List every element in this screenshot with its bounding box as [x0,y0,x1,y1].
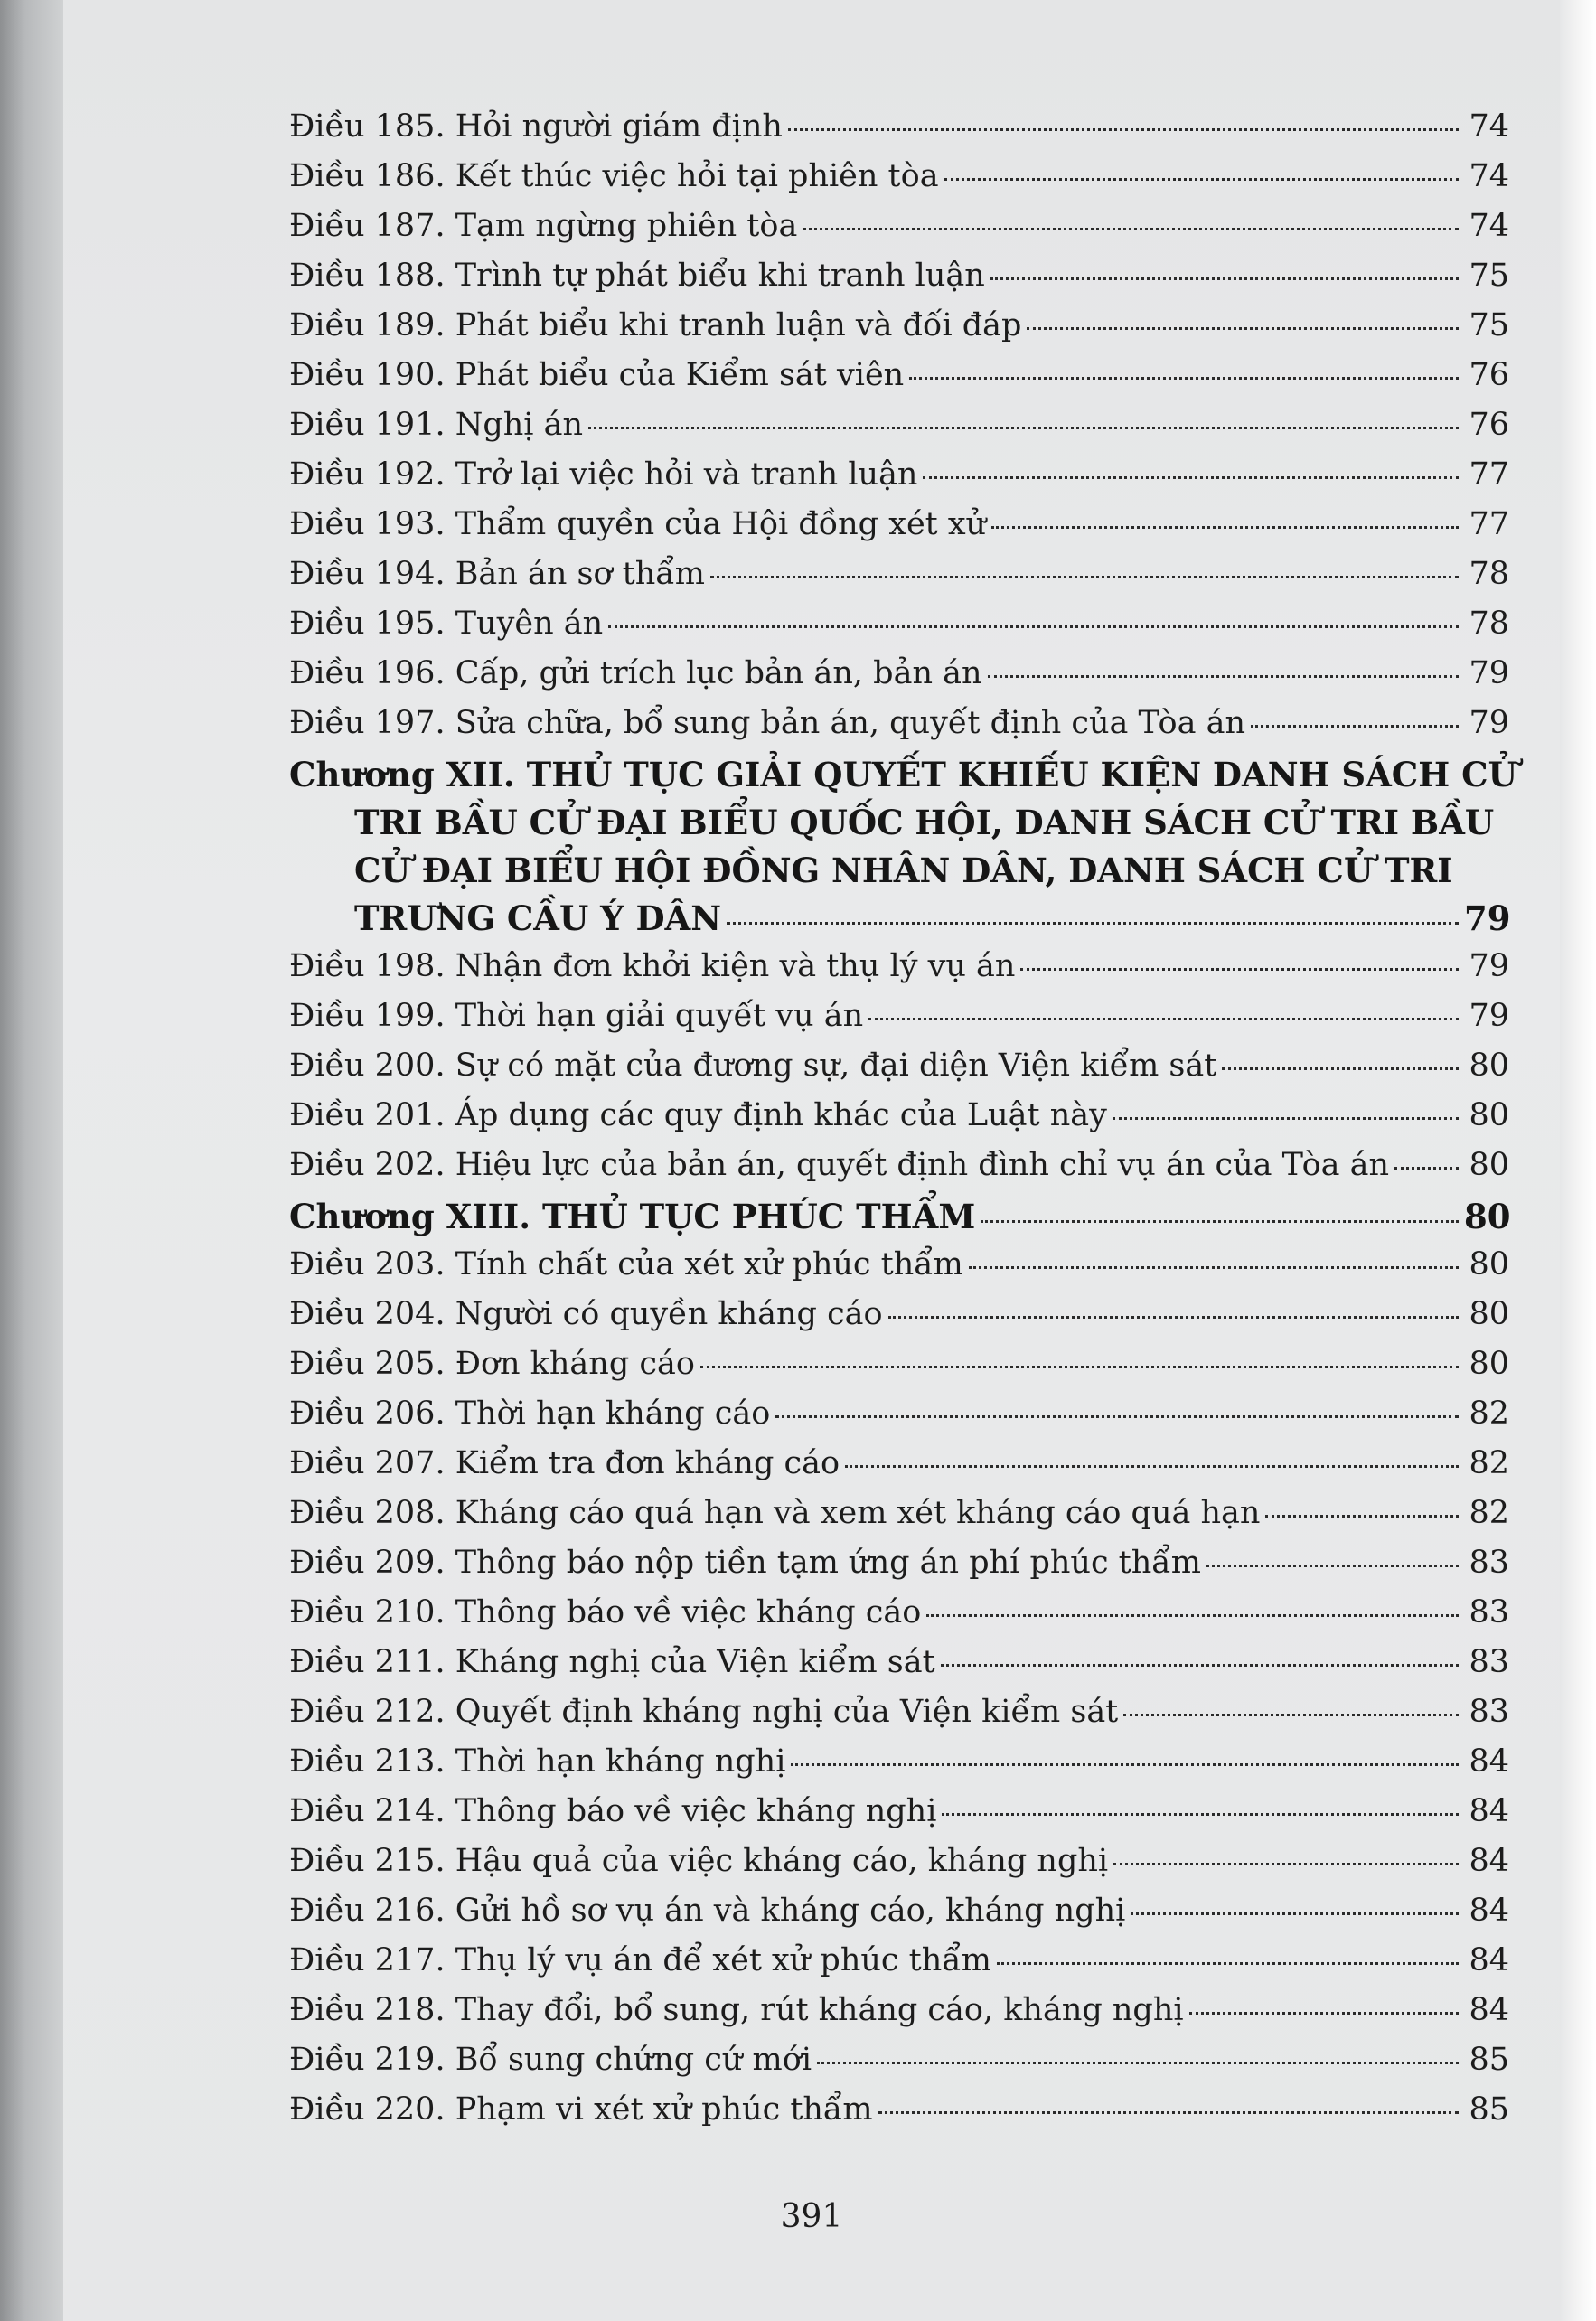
toc-entry [289,158,1509,208]
leader-dots [1206,1565,1459,1567]
toc-entry-page: 83 [1469,1594,1509,1630]
toc-entry-page: 80 [1469,1246,1509,1283]
toc-entry-page: 76 [1469,407,1509,443]
leader-dots [791,1763,1459,1766]
toc-entry [289,1594,1509,1644]
toc-entry-title: Điều 191. Nghị án [289,407,583,443]
toc-entry [289,1743,1509,1793]
toc-entry [289,1843,1509,1893]
toc-entry-page: 84 [1469,1992,1509,2028]
toc-entry-title: Điều 212. Quyết định kháng nghị của Viện kiểm sát [289,1694,1119,1730]
toc-entry-title: Điều 187. Tạm ngừng phiên tòa [289,208,798,244]
leader-dots [1251,725,1459,728]
toc-entry [289,1942,1509,1992]
toc-entry [289,948,1509,998]
chapter-xiii-title: Chương XIII. THỦ TỤC PHÚC THẨM [289,1197,976,1236]
toc-entry [289,506,1509,556]
toc-entry [289,1048,1509,1097]
leader-dots [1123,1714,1459,1716]
toc-entry-title: Điều 186. Kết thúc việc hỏi tại phiên tòa [289,158,939,194]
toc-entry-title: Điều 193. Thẩm quyền của Hội đồng xét xử [289,506,987,542]
toc-list-chapter-xii [289,948,1509,1197]
toc-entry-page: 85 [1469,2091,1509,2128]
chapter-xiii-page: 80 [1464,1197,1511,1236]
toc-entry [289,1495,1509,1545]
leader-dots [608,625,1459,628]
toc-entry-page: 83 [1469,1545,1509,1581]
toc-entry [289,1395,1509,1445]
toc-entry-title: Điều 190. Phát biểu của Kiểm sát viên [289,357,905,393]
toc-entry-title: Điều 189. Phát biểu khi tranh luận và đối đáp [289,307,1022,343]
toc-entry-page: 84 [1469,1793,1509,1829]
toc-entry-title: Điều 200. Sự có mặt của đương sự, đại diện Viện kiểm sát [289,1048,1217,1084]
toc-entry-title: Điều 206. Thời hạn kháng cáo [289,1395,771,1432]
toc-entry-title: Điều 213. Thời hạn kháng nghị [289,1743,786,1780]
toc-entry [289,357,1509,407]
leader-dots [1020,968,1459,971]
leader-dots [1131,1912,1459,1915]
chapter-xiii-heading [289,1197,1509,1246]
toc-entry-page: 83 [1469,1644,1509,1680]
toc-entry-page: 75 [1469,307,1509,343]
toc-entry-page: 75 [1469,258,1509,294]
toc-entry [289,2042,1509,2091]
toc-entry-title: Điều 205. Đơn kháng cáo [289,1346,695,1382]
toc-entry-page: 79 [1469,998,1509,1034]
toc-entry-title: Điều 214. Thông báo về việc kháng nghị [289,1793,937,1829]
toc-entry [289,1097,1509,1147]
leader-dots [1222,1067,1459,1070]
toc-entry [289,208,1509,258]
leader-dots [923,476,1459,479]
toc-entry-page: 84 [1469,1843,1509,1879]
toc-entry-title: Điều 210. Thông báo về việc kháng cáo [289,1594,922,1630]
toc-list-chapter-xi [289,108,1509,755]
toc-entry [289,407,1509,456]
toc-entry-title: Điều 192. Trở lại việc hỏi và tranh luận [289,456,918,493]
toc-entry [289,1992,1509,2042]
toc-entry-page: 74 [1469,108,1509,145]
toc-entry-title: Điều 188. Trình tự phát biểu khi tranh luận [289,258,985,294]
leader-dots [1113,1117,1459,1120]
toc-entry-page: 79 [1469,655,1509,691]
toc-entry [289,1296,1509,1346]
leader-dots [1189,2012,1459,2015]
chapter-xii-line-1: Chương XII. THỦ TỤC GIẢI QUYẾT KHIẾU KIỆN DANH SÁCH CỬ [289,755,1517,794]
toc-entry-title: Điều 202. Hiệu lực của bản án, quyết định đình chỉ vụ án của Tòa án [289,1147,1390,1183]
toc-list-chapter-xiii [289,1246,1509,2141]
leader-dots [700,1366,1459,1368]
leader-dots [1113,1863,1459,1865]
toc-entry-page: 82 [1469,1495,1509,1531]
toc-entry [289,1246,1509,1296]
leader-dots [588,427,1459,429]
leader-dots [988,675,1459,678]
toc-entry-page: 83 [1469,1694,1509,1730]
toc-entry-title: Điều 201. Áp dụng các quy định khác của Luật này [289,1097,1107,1133]
toc-entry [289,2091,1509,2141]
toc-entry-title: Điều 220. Phạm vi xét xử phúc thẩm [289,2091,873,2128]
chapter-xii-line-2: TRI BẦU CỬ ĐẠI BIỂU QUỐC HỘI, DANH SÁCH CỬ TRI BẦU [354,803,1495,842]
toc-entry-title: Điều 217. Thụ lý vụ án để xét xử phúc thẩm [289,1942,991,1978]
leader-dots [942,1813,1459,1816]
leader-dots [909,377,1459,380]
leader-dots [969,1266,1459,1269]
chapter-xii-line-4-text: TRƯNG CẦU Ý DÂN [354,898,722,938]
toc-entry-title: Điều 208. Kháng cáo quá hạn và xem xét kháng cáo quá hạn [289,1495,1261,1531]
toc-entry-title: Điều 203. Tính chất của xét xử phúc thẩm [289,1246,963,1283]
leader-dots [1027,327,1459,330]
leader-dots [710,576,1459,578]
toc-entry [289,1545,1509,1594]
leader-dots [788,128,1459,131]
leader-dots [990,277,1459,280]
toc-entry-title: Điều 215. Hậu quả của việc kháng cáo, kháng nghị [289,1843,1109,1879]
chapter-xii-heading [289,755,1517,948]
toc-entry-page: 80 [1469,1048,1509,1084]
leader-dots [817,2062,1459,2064]
chapter-xii-page: 79 [1464,898,1511,938]
toc-entry-title: Điều 204. Người có quyền kháng cáo [289,1296,883,1332]
leader-dots [878,2111,1459,2114]
toc-entry-title: Điều 198. Nhận đơn khởi kiện và thụ lý vụ án [289,948,1016,984]
toc-entry [289,1346,1509,1395]
toc-entry [289,1893,1509,1942]
toc-entry-title: Điều 211. Kháng nghị của Viện kiểm sát [289,1644,935,1680]
leader-dots [775,1415,1459,1418]
toc-entry-title: Điều 216. Gửi hồ sơ vụ án và kháng cáo, kháng nghị [289,1893,1126,1929]
toc-entry-title: Điều 185. Hỏi người giám định [289,108,783,145]
toc-entry [289,1147,1509,1197]
toc-entry-title: Điều 218. Thay đổi, bổ sung, rút kháng cáo, kháng nghị [289,1992,1184,2028]
toc-entry [289,556,1509,606]
toc-entry-page: 80 [1469,1296,1509,1332]
toc-entry [289,606,1509,655]
book-spine-shadow [0,0,63,2321]
toc-entry-page: 74 [1469,158,1509,194]
toc-entry-title: Điều 199. Thời hạn giải quyết vụ án [289,998,864,1034]
toc-entry-page: 78 [1469,556,1509,592]
toc-entry-title: Điều 194. Bản án sơ thẩm [289,556,705,592]
leader-dots [997,1962,1459,1965]
toc-entry [289,258,1509,307]
toc-entry [289,998,1509,1048]
toc-entry [289,1694,1509,1743]
toc-entry-title: Điều 209. Thông báo nộp tiền tạm ứng án phí phúc thẩm [289,1545,1201,1581]
toc-entry [289,108,1509,158]
leader-dots [944,178,1459,181]
toc-entry-page: 84 [1469,1743,1509,1780]
page-number: 391 [780,2198,843,2235]
leader-dots [926,1614,1459,1617]
toc-entry [289,655,1509,705]
leader-dots [981,1220,1459,1223]
page-edge [1560,0,1596,2321]
toc-entry-page: 80 [1469,1346,1509,1382]
toc-entry-title: Điều 197. Sửa chữa, bổ sung bản án, quyết định của Tòa án [289,705,1245,741]
toc-entry-page: 77 [1469,456,1509,493]
chapter-xii-line-4 [289,898,1509,948]
toc-entry [289,456,1509,506]
toc-entry-page: 82 [1469,1395,1509,1432]
toc-entry [289,1445,1509,1495]
toc-entry-page: 78 [1469,606,1509,642]
toc-entry-page: 74 [1469,208,1509,244]
toc-entry-page: 76 [1469,357,1509,393]
toc-entry [289,307,1509,357]
toc-entry-page: 80 [1469,1147,1509,1183]
toc-entry-page: 85 [1469,2042,1509,2078]
toc-entry-title: Điều 196. Cấp, gửi trích lục bản án, bản án [289,655,982,691]
toc-entry-page: 84 [1469,1942,1509,1978]
leader-dots [941,1664,1459,1667]
leader-dots [1394,1167,1459,1170]
toc-entry [289,705,1509,755]
toc-entry [289,1793,1509,1843]
toc-entry-title: Điều 219. Bổ sung chứng cứ mới [289,2042,812,2078]
leader-dots [888,1316,1459,1319]
leader-dots [991,526,1459,529]
book-page [63,0,1560,2321]
toc-entry-page: 79 [1469,948,1509,984]
toc-entry-page: 79 [1469,705,1509,741]
table-of-contents [289,108,1517,2141]
leader-dots [803,228,1459,230]
toc-entry-page: 80 [1469,1097,1509,1133]
toc-entry-page: 77 [1469,506,1509,542]
toc-entry-page: 84 [1469,1893,1509,1929]
toc-entry [289,1644,1509,1694]
toc-entry-page: 82 [1469,1445,1509,1481]
leader-dots [868,1018,1459,1020]
toc-entry-title: Điều 207. Kiểm tra đơn kháng cáo [289,1445,840,1481]
chapter-xii-line-3: CỬ ĐẠI BIỂU HỘI ĐỒNG NHÂN DÂN, DANH SÁCH CỬ TRI [354,850,1453,890]
leader-dots [727,922,1459,925]
leader-dots [1265,1515,1459,1518]
leader-dots [845,1465,1459,1468]
toc-entry-title: Điều 195. Tuyên án [289,606,604,642]
